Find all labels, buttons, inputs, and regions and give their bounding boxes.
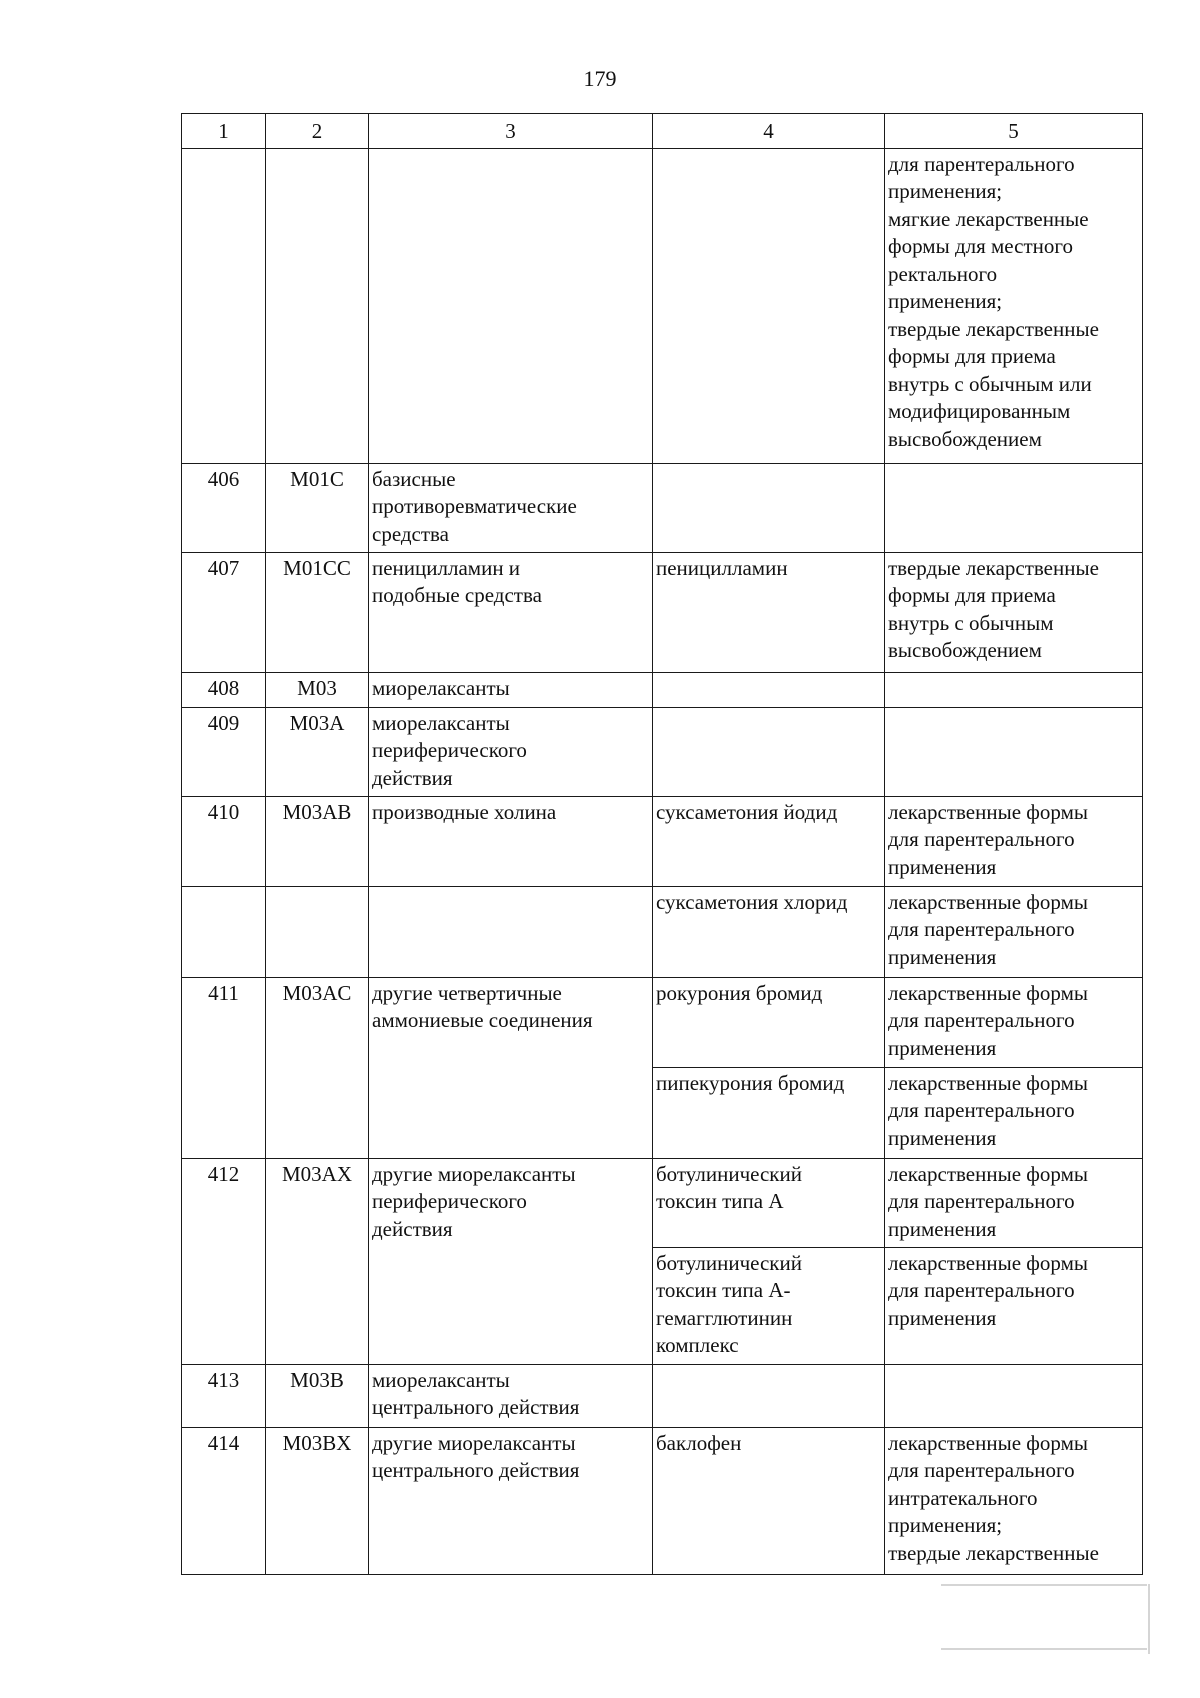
dosage-form — [885, 672, 1143, 707]
dosage-form — [885, 707, 1143, 796]
dosage-form: лекарственные формы для парентерального применения — [885, 886, 1143, 977]
anatomical-group: пеницилламин и подобные средства — [369, 552, 653, 672]
atc-code: M03BX — [266, 1427, 369, 1574]
drug-name: рокурония бромид — [653, 977, 885, 1067]
dosage-form: лекарственные формы для парентерального применения — [885, 1067, 1143, 1158]
drug-name — [653, 1364, 885, 1427]
row-number: 414 — [182, 1427, 266, 1574]
row-number: 407 — [182, 552, 266, 672]
dosage-form: твердые лекарственные формы для приема внутрь с обычным высвобождением — [885, 552, 1143, 672]
table-header-row — [182, 114, 1143, 149]
anatomical-group: миорелаксанты периферического действия — [369, 707, 653, 796]
drug-name: суксаметония йодид — [653, 796, 885, 886]
dosage-form — [885, 1364, 1143, 1427]
dosage-form: лекарственные формы для парентерального применения — [885, 1158, 1143, 1247]
dosage-form: лекарственные формы для парентерального применения — [885, 1247, 1143, 1364]
table-row — [182, 463, 1143, 552]
dosage-form: для парентерального применения; мягкие лекарственные формы для местного ректального применения; твердые лекарственные формы для приема внутрь с обычным или модифицированным высвобождением — [885, 148, 1143, 463]
drug-name — [653, 672, 885, 707]
drug-name — [653, 148, 885, 463]
anatomical-group: миорелаксанты — [369, 672, 653, 707]
atc-code — [266, 148, 369, 463]
atc-code: M01C — [266, 463, 369, 552]
atc-code: M03AB — [266, 796, 369, 886]
anatomical-group: другие четвертичные аммониевые соединения — [369, 977, 653, 1158]
anatomical-group: базисные противоревматические средства — [369, 463, 653, 552]
drug-name: пипекурония бромид — [653, 1067, 885, 1158]
column-header: 1 — [182, 114, 266, 149]
column-header: 5 — [885, 114, 1143, 149]
dosage-form: лекарственные формы для парентерального применения — [885, 796, 1143, 886]
atc-code: M03AX — [266, 1158, 369, 1364]
anatomical-group: производные холина — [369, 796, 653, 886]
table-row — [182, 707, 1143, 796]
dosage-form: лекарственные формы для парентерального применения — [885, 977, 1143, 1067]
drug-name: ботулинический токсин типа А- гемагглютинин комплекс — [653, 1247, 885, 1364]
drug-name: ботулинический токсин типа А — [653, 1158, 885, 1247]
table-row — [182, 148, 1143, 463]
anatomical-group — [369, 886, 653, 977]
atc-code: M03AC — [266, 977, 369, 1158]
drug-list-table — [181, 113, 1143, 1575]
column-header: 2 — [266, 114, 369, 149]
table-row — [182, 672, 1143, 707]
table-row — [182, 886, 1143, 977]
row-number: 408 — [182, 672, 266, 707]
anatomical-group: миорелаксанты центрального действия — [369, 1364, 653, 1427]
row-number — [182, 148, 266, 463]
table-row — [182, 1158, 1143, 1247]
faded-stamp — [935, 1578, 1150, 1664]
drug-name: пеницилламин — [653, 552, 885, 672]
table-row — [182, 1427, 1143, 1574]
drug-name — [653, 707, 885, 796]
row-number: 411 — [182, 977, 266, 1158]
row-number: 406 — [182, 463, 266, 552]
table-row — [182, 796, 1143, 886]
table-row — [182, 977, 1143, 1067]
dosage-form: лекарственные формы для парентерального интратекального применения; твердые лекарственные — [885, 1427, 1143, 1574]
anatomical-group — [369, 148, 653, 463]
atc-code: M01CC — [266, 552, 369, 672]
table-row — [182, 1364, 1143, 1427]
drug-name: суксаметония хлорид — [653, 886, 885, 977]
dosage-form — [885, 463, 1143, 552]
drug-name — [653, 463, 885, 552]
column-header: 3 — [369, 114, 653, 149]
page-number: 179 — [583, 66, 617, 91]
drug-name: баклофен — [653, 1427, 885, 1574]
row-number: 412 — [182, 1158, 266, 1364]
anatomical-group: другие миорелаксанты центрального действия — [369, 1427, 653, 1574]
table-row — [182, 552, 1143, 672]
column-header: 4 — [653, 114, 885, 149]
atc-code — [266, 886, 369, 977]
atc-code: M03B — [266, 1364, 369, 1427]
anatomical-group: другие миорелаксанты периферического действия — [369, 1158, 653, 1364]
row-number — [182, 886, 266, 977]
atc-code: M03 — [266, 672, 369, 707]
row-number: 410 — [182, 796, 266, 886]
atc-code: M03A — [266, 707, 369, 796]
row-number: 413 — [182, 1364, 266, 1427]
row-number: 409 — [182, 707, 266, 796]
